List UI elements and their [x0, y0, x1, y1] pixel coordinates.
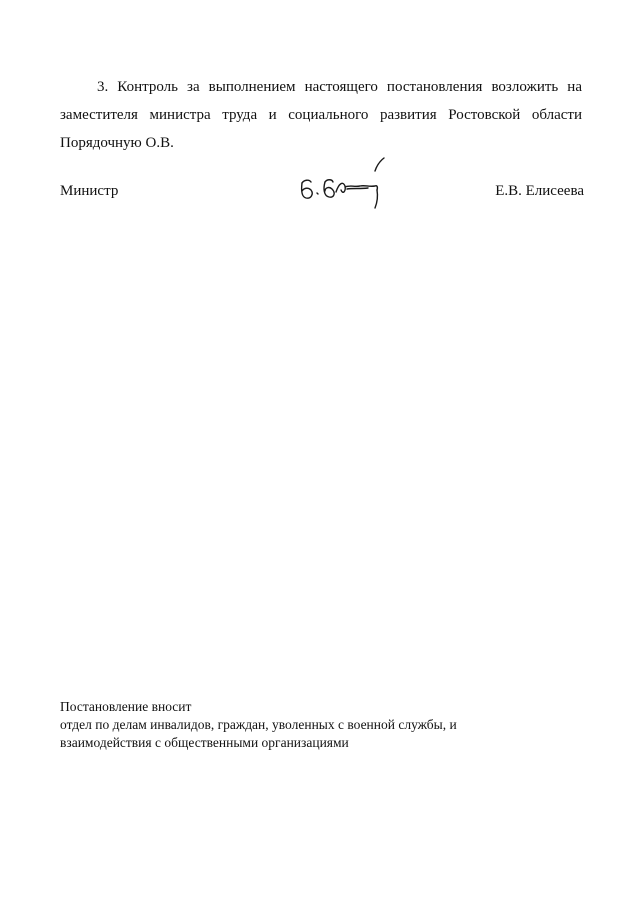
submitter-note-line-1: Постановление вносит — [60, 699, 192, 714]
handwritten-signature-icon — [298, 153, 394, 217]
signatory-role: Министр — [60, 183, 119, 199]
submitter-note — [60, 698, 540, 752]
submitter-note-line-2: отдел по делам инвалидов, граждан, уволенных с военной службы, и — [60, 717, 457, 732]
paragraph-item-3: 3. Контроль за выполнением настоящего постановления возложить на заместителя министра труда и социального развития Ростовской области Порядочную О.В. — [60, 79, 582, 151]
signature-block — [60, 177, 584, 213]
signatory-name: Е.В. Елисеева — [495, 183, 584, 199]
submitter-note-line-3: взаимодействия с общественными организациями — [60, 735, 349, 750]
